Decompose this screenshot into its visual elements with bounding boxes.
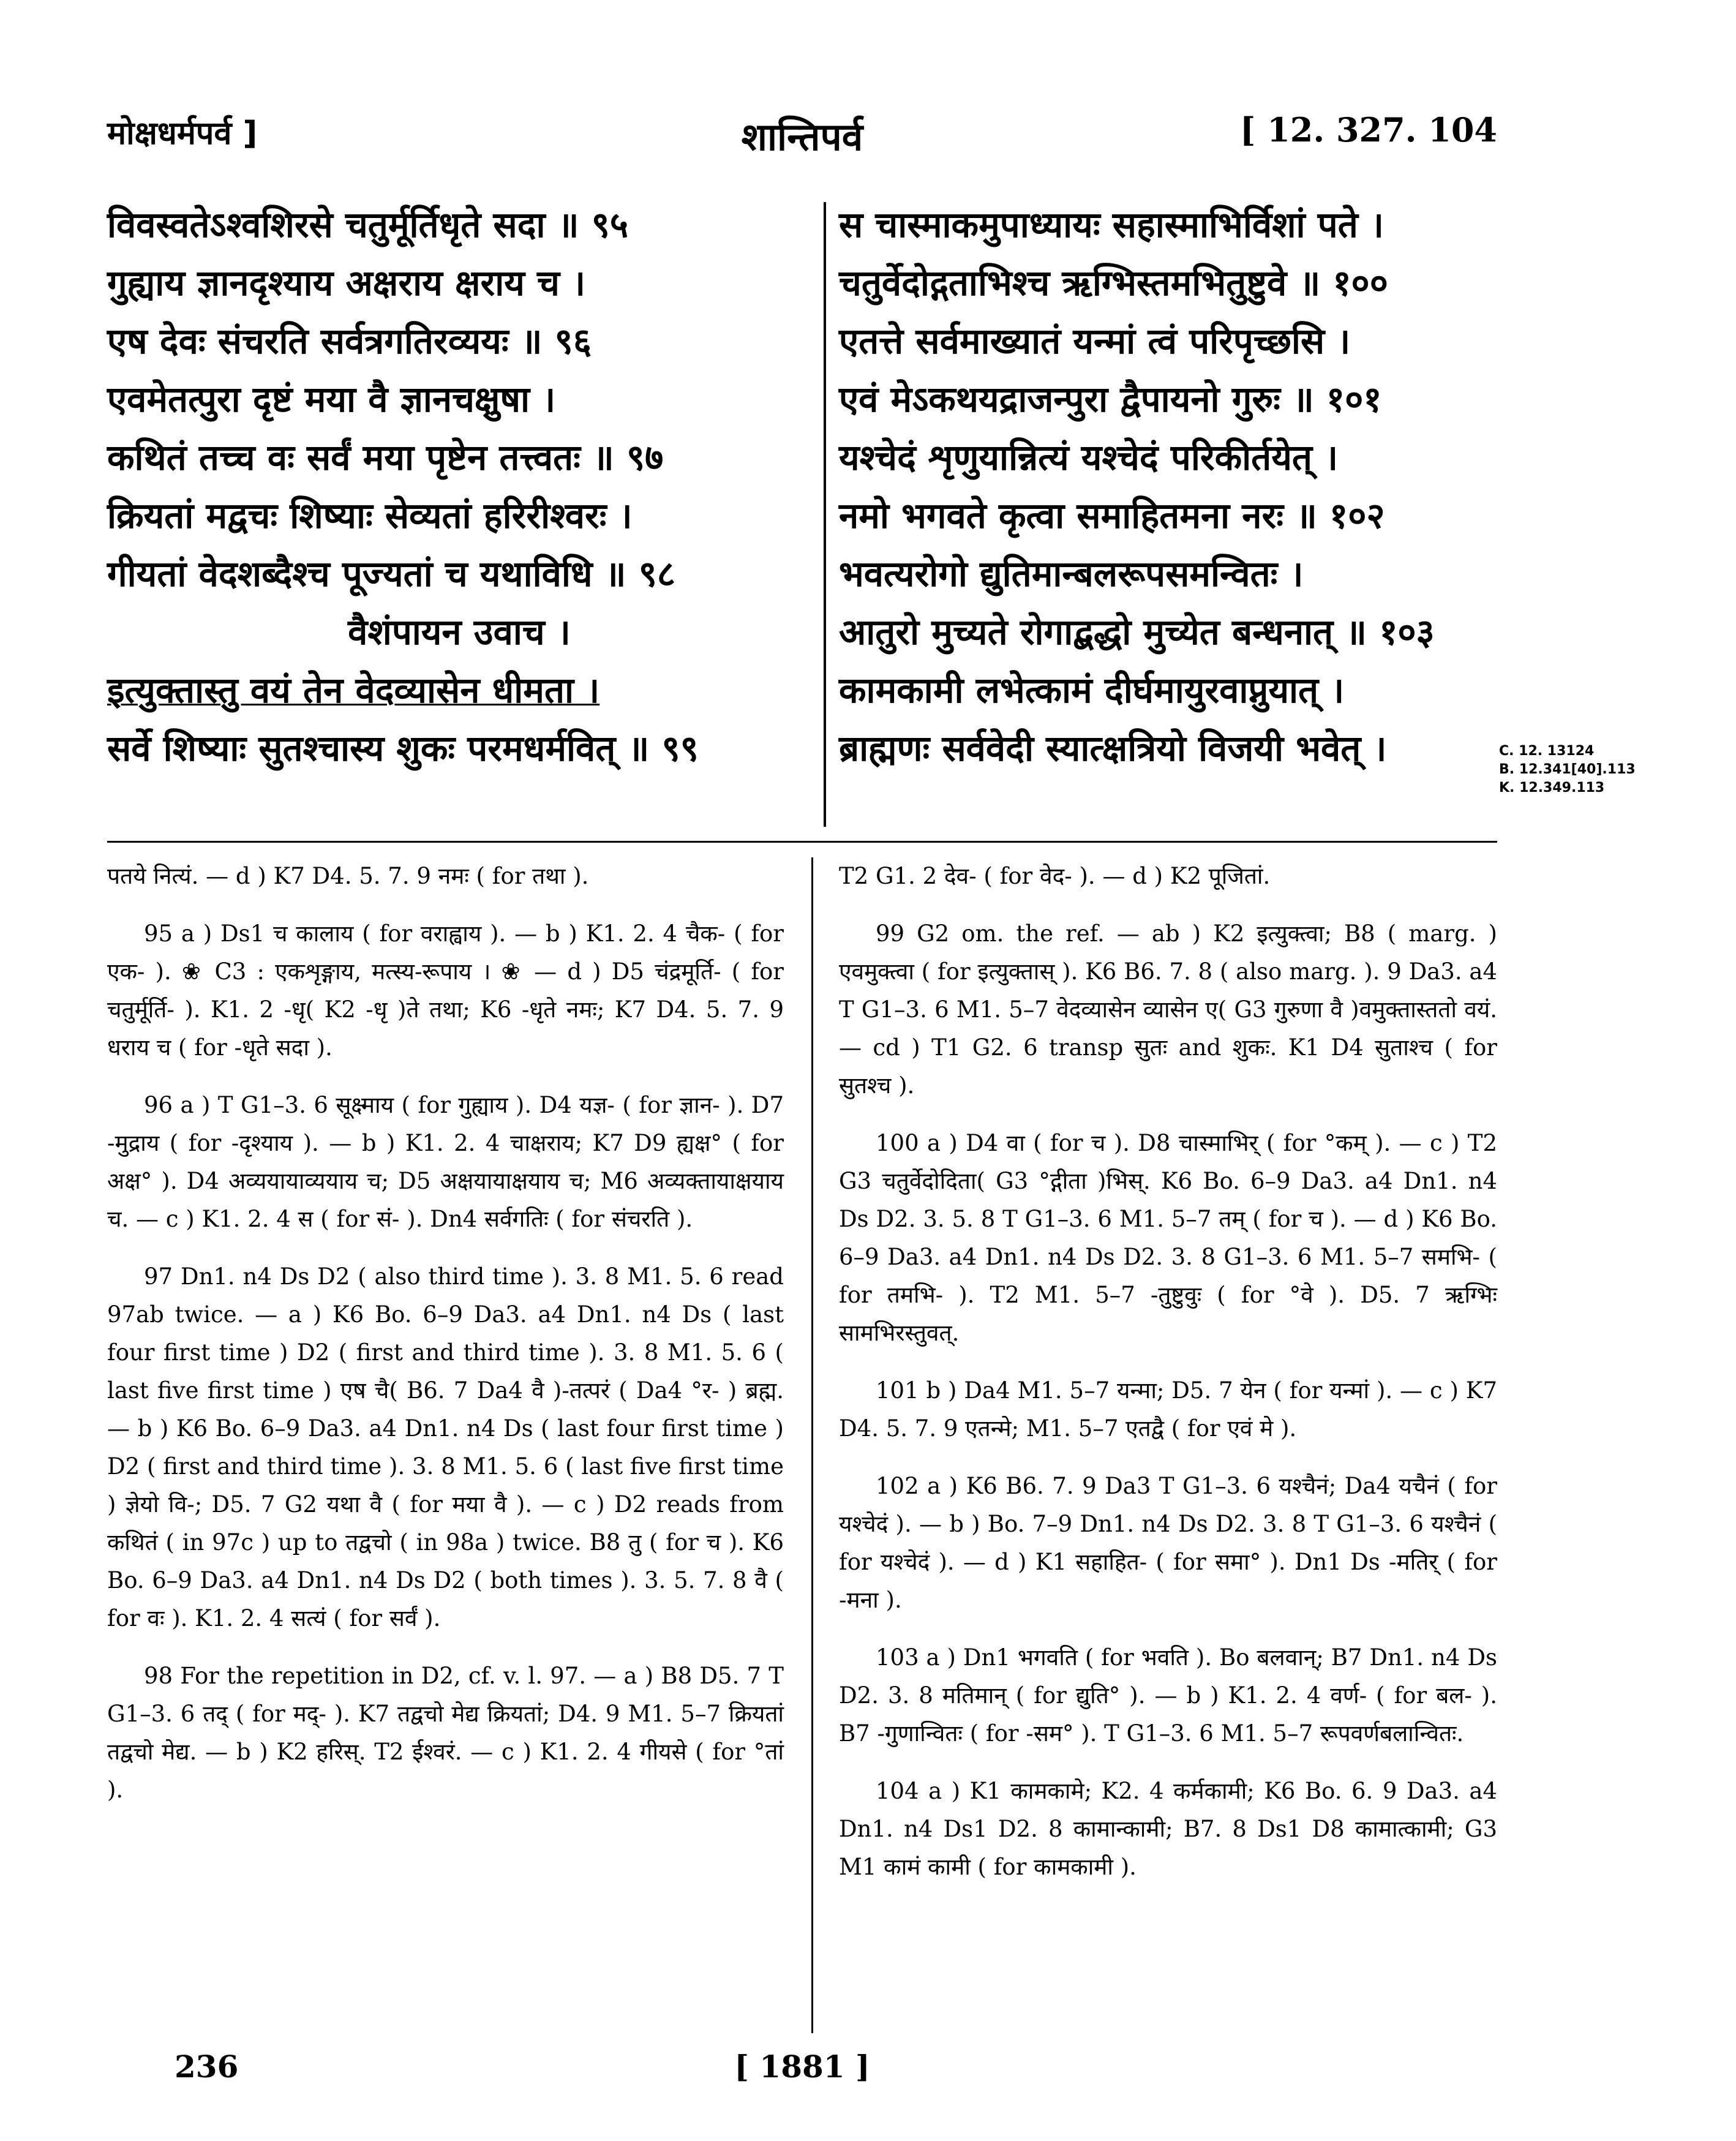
verse-column-left: [107, 196, 811, 778]
apparatus-note: 99 G2 om. the ref. — ab ) K2 इत्युक्त्वा; B8 ( marg. ) एवमुक्त्वा ( for इत्युक्तास् ). K6 B6. 7. 8 ( also marg. ). 9 Da3. a4 T G1–3. 6 M1. 5–7 वेदव्यासेन व्यासेन ए( G3 गुरुणा वै )वमुक्तास्ततो वयं. — cd ) T1 G2. 6 transp सुतः and शुकः. K1 D4 सुताश्च ( for सुतश्च ).: [839, 920, 1497, 1099]
verse-line: विवस्वतेऽश्वशिरसे चतुर्मूर्तिधृते सदा ॥ ९५: [107, 204, 629, 246]
margin-concordance: [1499, 742, 1636, 797]
verse-column-right: [839, 196, 1497, 778]
verse-block: [107, 196, 1497, 833]
verse-line: भवत्यरोगो द्युतिमान्बलरूपसमन्वितः ।: [839, 553, 1304, 595]
verse-line: सर्वे शिष्याः सुतश्चास्य शुकः परमधर्मवित् ॥ ९९: [107, 728, 699, 769]
verse-line: एवमेतत्पुरा दृष्टं मया वै ज्ञानचक्षुषा ।: [107, 378, 556, 420]
verse-reference: [ 12. 327. 104: [1239, 110, 1497, 149]
verse-line: स चास्माकमुपाध्यायः सहास्माभिर्विशां पते ।: [839, 204, 1384, 246]
margin-ref-line: C. 12. 13124: [1499, 743, 1595, 759]
verse-line: [107, 661, 811, 720]
margin-ref-line: B. 12.341[40].113: [1499, 762, 1636, 777]
section-rule: [107, 841, 1497, 843]
verse-line: यश्चेदं शृणुयान्नित्यं यश्चेदं परिकीर्तयेत् ।: [839, 437, 1339, 478]
verse-line: चतुर्वेदोद्गताभिश्च ऋग्भिस्तमभितुष्टुवे ॥ १००: [839, 262, 1388, 304]
apparatus-note: 97 Dn1. n4 Ds D2 ( also third time ). 3. 8 M1. 5. 6 read 97ab twice. — a ) K6 Bo. 6–9 Da3. a4 Dn1. n4 Ds ( last four first time ) D2 ( first and third time ). 3. 8 M1. 5. 6 ( last five first time ) एष चै( B6. 7 Da4 वै )-तत्परं ( Da4 °र- ) ब्रह्म. — b ) K6 Bo. 6–9 Da3. a4 Dn1. n4 Ds ( last four first time ) D2 ( first and third time ). 3. 8 M1. 5. 6 ( last five first time ) ज्ञेयो वि-; D5. 7 G2 यथा वै ( for मया वै ). — c ) D2 reads from कथितं ( in 97c ) up to तद्वचो ( in 98a ) twice. B8 तु ( for च ). K6 Bo. 6–9 Da3. a4 Dn1. n4 Ds D2 ( both times ). 3. 5. 7. 8 वै ( for वः ). K1. 2. 4 सत्यं ( for सर्वं ).: [107, 1263, 784, 1631]
notes-column-left: [107, 857, 784, 1829]
book-title: शान्तिपर्व: [741, 115, 863, 159]
notes-column-right: [839, 857, 1497, 1906]
apparatus-note: 96 a ) T G1–3. 6 सूक्ष्माय ( for गुह्याय ). D4 यज्ञ- ( for ज्ञान- ). D7 -मुद्राय ( for -दृश्याय ). — b ) K1. 2. 4 चाक्षराय; K7 D9 ह्यक्ष° ( for अक्ष° ). D4 अव्ययायाव्ययाय च; D5 अक्षयायाक्षयाय च; M6 अव्यक्तायाक्षयाय च. — c ) K1. 2. 4 स ( for सं- ). Dn4 सर्वगतिः ( for संचरति ).: [107, 1092, 784, 1232]
critical-apparatus: [107, 857, 1497, 2052]
verse-line: गीयतां वेदशब्दैश्च पूज्यतां च यथाविधि ॥ ९८: [107, 553, 676, 595]
column-divider: [824, 202, 826, 827]
speaker-heading: वैशंपायन उवाच ।: [348, 611, 571, 653]
page-number: 236: [175, 2049, 239, 2085]
apparatus-note: 103 a ) Dn1 भगवति ( for भवति ). Bo बलवान्; B7 Dn1. n4 Ds D2. 3. 8 मतिमान् ( for द्युति° ). — b ) K1. 2. 4 वर्ण- ( for बल- ). B7 -गुणान्वितः ( for -सम° ). T G1–3. 6 M1. 5–7 रूपवर्णबलान्वितः.: [839, 1644, 1497, 1747]
column-divider: [811, 857, 813, 2033]
verse-line: क्रियतां मद्वचः शिष्याः सेव्यतां हरिरीश्वरः ।: [107, 495, 633, 536]
page-header: [107, 110, 1497, 159]
apparatus-note: T2 G1. 2 देव- ( for वेद- ). — d ) K2 पूजितां.: [839, 863, 1271, 889]
verse-line: एष देवः संचरति सर्वत्रगतिरव्ययः ॥ ९६: [107, 320, 592, 362]
volume-page-number: [ 1881 ]: [734, 2049, 870, 2085]
apparatus-note: 102 a ) K6 B6. 7. 9 Da3 T G1–3. 6 यश्चैनं; Da4 यचैनं ( for यश्चेदं ). — b ) Bo. 7–9 Dn1. n4 Ds D2. 3. 8 T G1–3. 6 यश्चैनं ( for यश्चेदं ). — d ) K1 सहाहित- ( for समा° ). Dn1 Ds -मतिर् ( for -मना ).: [839, 1473, 1497, 1613]
verse-line: कामकामी लभेत्कामं दीर्घमायुरवाप्नुयात् ।: [839, 669, 1345, 711]
verse-line: नमो भगवते कृत्वा समाहितमना नरः ॥ १०२: [839, 495, 1385, 536]
page-footer: [107, 2049, 1497, 2091]
apparatus-note: 101 b ) Da4 M1. 5–7 यन्मा; D5. 7 येन ( for यन्मां ). — c ) K7 D4. 5. 7. 9 एतन्मे; M1. 5–7 एतद्वै ( for एवं मे ).: [839, 1377, 1497, 1442]
verse-line: एतत्ते सर्वमाख्यातं यन्मां त्वं परिपृच्छसि ।: [839, 320, 1351, 362]
verse-line: कथितं तच्च वः सर्वं मया पृष्टेन तत्त्वतः ॥ ९७: [107, 437, 664, 478]
verse-line: ब्राह्मणः सर्ववेदी स्यात्क्षत्रियो विजयी भवेत् ।: [839, 728, 1387, 769]
verse-line-text: इत्युक्तास्तु वयं तेन वेदव्यासेन धीमता ।: [107, 669, 600, 711]
apparatus-note: 95 a ) Ds1 च कालाय ( for वराह्वाय ). — b ) K1. 2. 4 चैक- ( for एक- ). ❀ C3 : एकशृङ्गाय, मत्स्य-रूपाय । ❀ — d ) D5 चंद्रमूर्ति- ( for चतुर्मूर्ति- ). K1. 2 -धृ( K2 -धृ )ते तथा; K6 -धृते नमः; K7 D4. 5. 7. 9 धराय च ( for -धृते सदा ).: [107, 920, 784, 1061]
apparatus-note: 100 a ) D4 वा ( for च ). D8 चास्माभिर् ( for °कम् ). — c ) T2 G3 चतुर्वेदोदिता( G3 °द्गीता )भिस्. K6 Bo. 6–9 Da3. a4 Dn1. n4 Ds D2. 3. 5. 8 T G1–3. 6 M1. 5–7 तम् ( for च ). — d ) K6 Bo. 6–9 Da3. a4 Dn1. n4 Ds D2. 3. 8 G1–3. 6 M1. 5–7 समभि- ( for तमभि- ). T2 M1. 5–7 -तुष्टुवुः ( for °वे ). D5. 7 ऋग्भिः सामभिरस्तुवत्.: [839, 1130, 1497, 1346]
verse-line: एवं मेऽकथयद्राजन्पुरा द्वैपायनो गुरुः ॥ १०१: [839, 378, 1382, 420]
apparatus-note: पतये नित्यं. — d ) K7 D4. 5. 7. 9 नमः ( for तथा ).: [107, 863, 589, 889]
apparatus-note: 104 a ) K1 कामकामे; K2. 4 कर्मकामी; K6 Bo. 6. 9 Da3. a4 Dn1. n4 Ds1 D2. 8 कामान्कामी; B7. 8 Ds1 D8 कामात्कामी; G3 M1 कामं कामी ( for कामकामी ).: [839, 1778, 1497, 1880]
margin-ref-line: K. 12.349.113: [1499, 780, 1605, 796]
verse-line: गुह्याय ज्ञानदृश्याय अक्षराय क्षराय च ।: [107, 262, 586, 304]
verse-line: आतुरो मुच्यते रोगाद्बद्धो मुच्येत बन्धनात् ॥ १०३: [839, 611, 1435, 653]
apparatus-note: 98 For the repetition in D2, cf. v. l. 97. — a ) B8 D5. 7 T G1–3. 6 तद् ( for मद्- ). K7 तद्वचो मेद्य क्रियतां; D4. 9 M1. 5–7 क्रियतां तद्वचो मेद्य. — b ) K2 हरिस्. T2 ईश्वरं. — c ) K1. 2. 4 गीयसे ( for °तां ).: [107, 1663, 784, 1803]
section-title: मोक्षधर्मपर्व ]: [107, 115, 258, 152]
